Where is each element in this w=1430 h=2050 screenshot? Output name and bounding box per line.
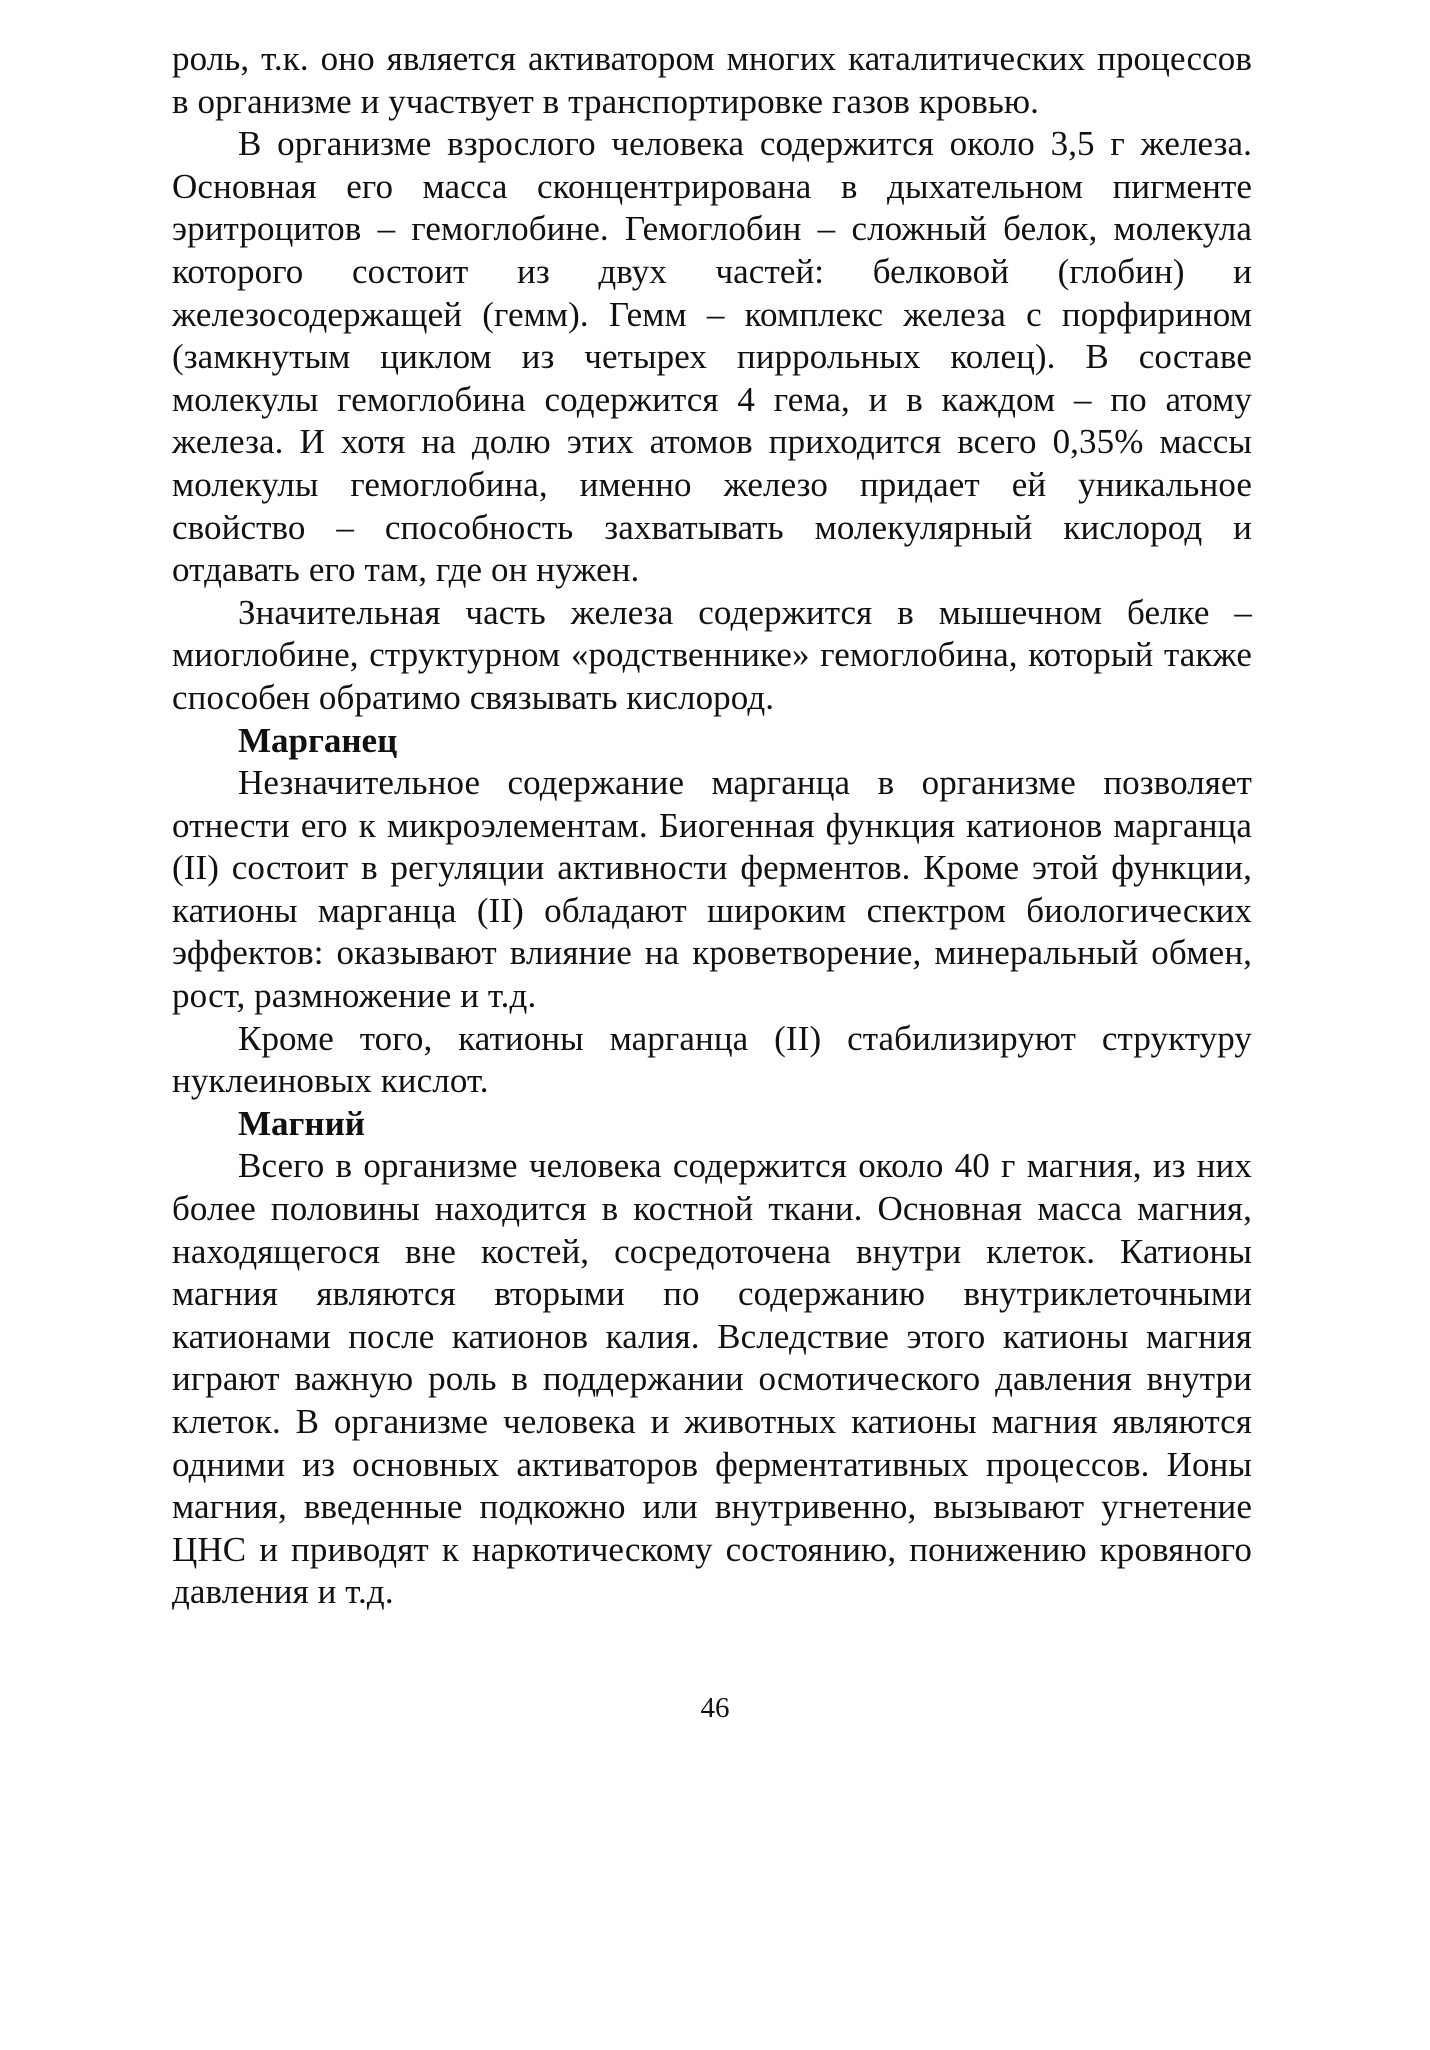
paragraph-magnesium: Всего в организме человека содержится около 40 г магния, из них более половины находится в костной ткани. Основная масса магния, находящегося вне костей, сосредоточена внутри клеток. Катионы магния являются вторыми по содержанию внутриклеточными катионами после катионов калия. Вследствие этого катионы магния играют важную роль в поддержании осмотического давления внутри клеток. В организме человека и животных катионы магния являются одними из основных активаторов ферментативных процессов. Ионы магния, введенные подкожно или внутривенно, вызывают угнетение ЦНС и приводят к наркотическому состоянию, понижению кровяного давления и т.д. [172, 1146, 1252, 1612]
section-heading-manganese: Марганец [238, 720, 398, 760]
page-number: 46 [700, 1692, 730, 1724]
paragraph-myoglobin: Значительная часть железа содержится в мышечном белке – миоглобине, структурном «родственнике» гемоглобина, который также способен обратимо связывать кислород. [172, 592, 1252, 717]
paragraph-manganese-nucleic: Кроме того, катионы марганца (II) стабилизируют структуру нуклеиновых кислот. [172, 1018, 1252, 1101]
paragraph-iron-continuation: роль, т.к. оно является активатором многих каталитических процессов в организме и участвует в транспортировке газов кровью. [172, 39, 1252, 121]
paragraph-manganese-function: Незначительное содержание марганца в организме позволяет отнести его к микроэлементам. Биогенная функция катионов марганца (II) состоит в регуляции активности ферментов. Кроме этой функции, катионы марганца (II) обладают широким спектром биологических эффектов: оказывают влияние на кроветворение, минеральный обмен, рост, размножение и т.д. [172, 763, 1252, 1016]
paragraph-iron-content: В организме взрослого человека содержится около 3,5 г железа. Основная его масса сконцентрирована в дыхательном пигменте эритроцитов – гемоглобине. Гемоглобин – сложный белок, молекула которого состоит из двух частей: белковой (глобин) и железосодержащей (гемм). Гемм – комплекс железа с порфирином (замкнутым циклом из четырех пиррольных колец). В составе молекулы гемоглобина содержится 4 гема, и в каждом – по атому железа. И хотя на долю этих атомов приходится всего 0,35% массы молекулы гемоглобина, именно железо придает ей уникальное свойство – способность захватывать молекулярный кислород и отдавать его там, где он нужен. [172, 124, 1252, 590]
document-page [172, 38, 1252, 1614]
section-heading-magnesium: Магний [238, 1103, 365, 1143]
